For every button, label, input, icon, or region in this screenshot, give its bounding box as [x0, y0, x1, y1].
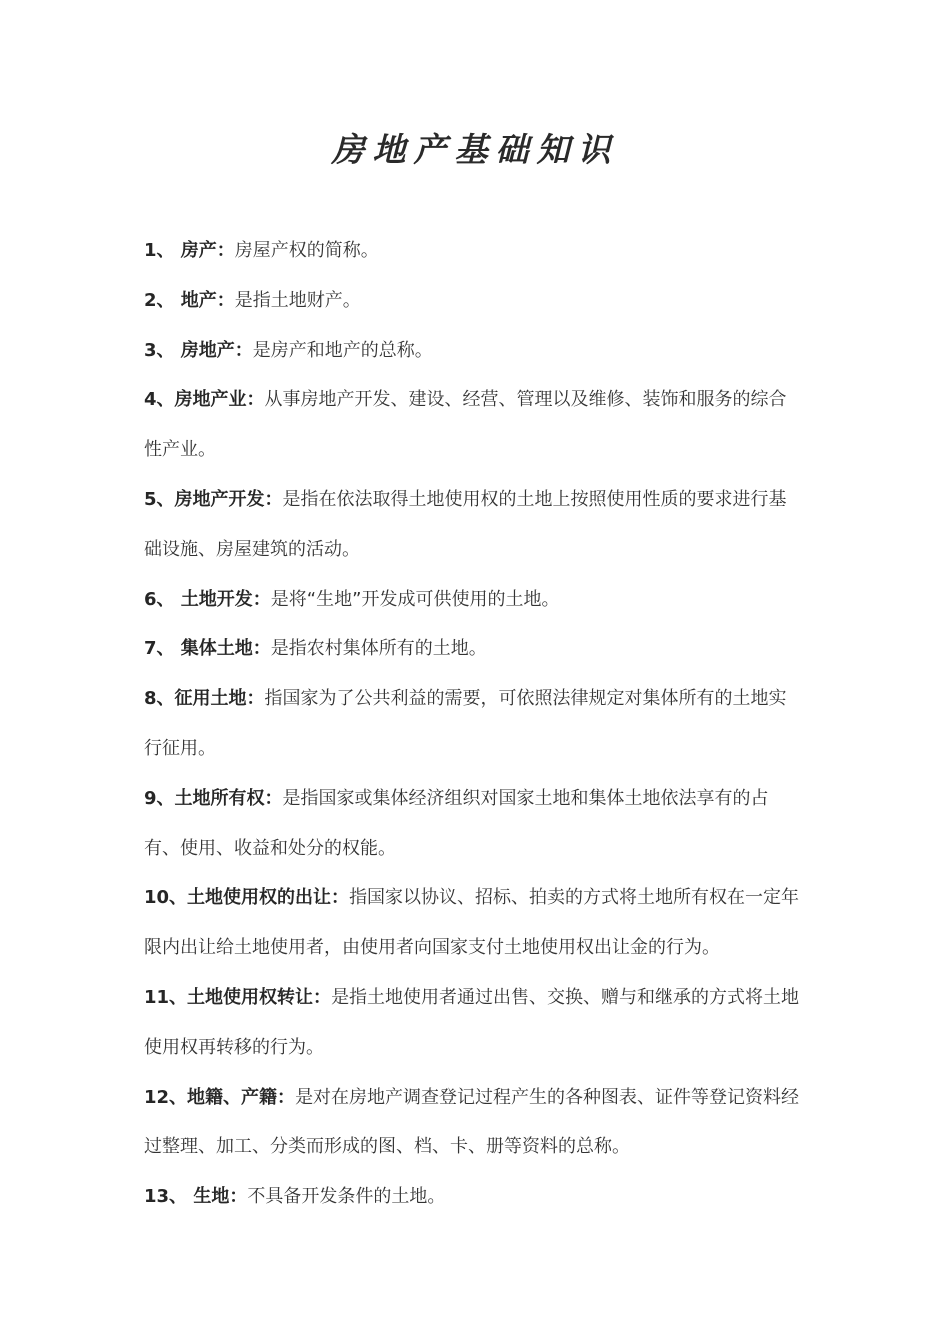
glossary-entry	[144, 674, 804, 774]
entry-term: 7、 集体土地：	[144, 638, 271, 660]
glossary-entry	[144, 326, 804, 376]
entry-term: 4、房地产业：	[144, 389, 265, 411]
entry-definition: 是将“生地”开发成可供使用的土地。	[270, 588, 560, 610]
entry-term: 11、土地使用权转让：	[144, 986, 332, 1008]
glossary-entry	[144, 475, 804, 575]
glossary-list	[144, 226, 804, 1222]
entry-definition: 是指国家或集体经济组织对国家土地和集体土地依法享有的占有、使用、收益和处分的权能。	[144, 787, 769, 859]
entry-definition: 是对在房地产调查登记过程产生的各种图表、证件等登记资料经过整理、加工、分类而形成的图、档、卡、册等资料的总称。	[144, 1086, 800, 1158]
entry-definition: 是房产和地产的总称。	[252, 339, 433, 361]
entry-definition: 指国家以协议、招标、拍卖的方式将土地所有权在一定年限内出让给土地使用者，由使用者向国家支付土地使用权出让金的行为。	[144, 887, 800, 959]
entry-term: 6、 土地开发：	[144, 588, 271, 610]
entry-definition: 是指在依法取得土地使用权的土地上按照使用性质的要求进行基础设施、房屋建筑的活动。	[144, 488, 787, 560]
entry-term: 3、 房地产：	[144, 339, 253, 361]
glossary-entry	[144, 375, 804, 475]
glossary-entry	[144, 1073, 804, 1173]
entry-definition: 不具备开发条件的土地。	[247, 1186, 446, 1208]
glossary-entry	[144, 575, 804, 625]
glossary-entry	[144, 1172, 804, 1222]
entry-term: 12、地籍、产籍：	[144, 1086, 296, 1108]
glossary-entry	[144, 226, 804, 276]
document-title: 房地产基础知识	[331, 130, 619, 169]
glossary-entry	[144, 873, 804, 973]
entry-definition: 是指农村集体所有的土地。	[270, 638, 487, 660]
entry-term: 8、征用土地：	[144, 688, 265, 710]
glossary-entry	[144, 774, 804, 874]
entry-term: 5、房地产开发：	[144, 488, 283, 510]
entry-term: 9、土地所有权：	[144, 787, 283, 809]
glossary-entry	[144, 276, 804, 326]
entry-definition: 是指土地财产。	[234, 289, 361, 311]
entry-definition: 指国家为了公共利益的需要，可依照法律规定对集体所有的土地实行征用。	[144, 688, 787, 759]
glossary-entry	[144, 973, 804, 1073]
entry-definition: 是指土地使用者通过出售、交换、赠与和继承的方式将土地使用权再转移的行为。	[144, 986, 800, 1058]
entry-term: 2、 地产：	[144, 289, 235, 311]
entry-term: 13、 生地：	[144, 1186, 248, 1208]
entry-definition: 从事房地产开发、建设、经营、管理以及维修、装饰和服务的综合性产业。	[144, 389, 787, 461]
entry-term: 10、土地使用权的出让：	[144, 887, 350, 909]
entry-term: 1、 房产：	[144, 240, 235, 261]
entry-definition: 房屋产权的简称。	[234, 240, 379, 261]
glossary-entry	[144, 624, 804, 674]
